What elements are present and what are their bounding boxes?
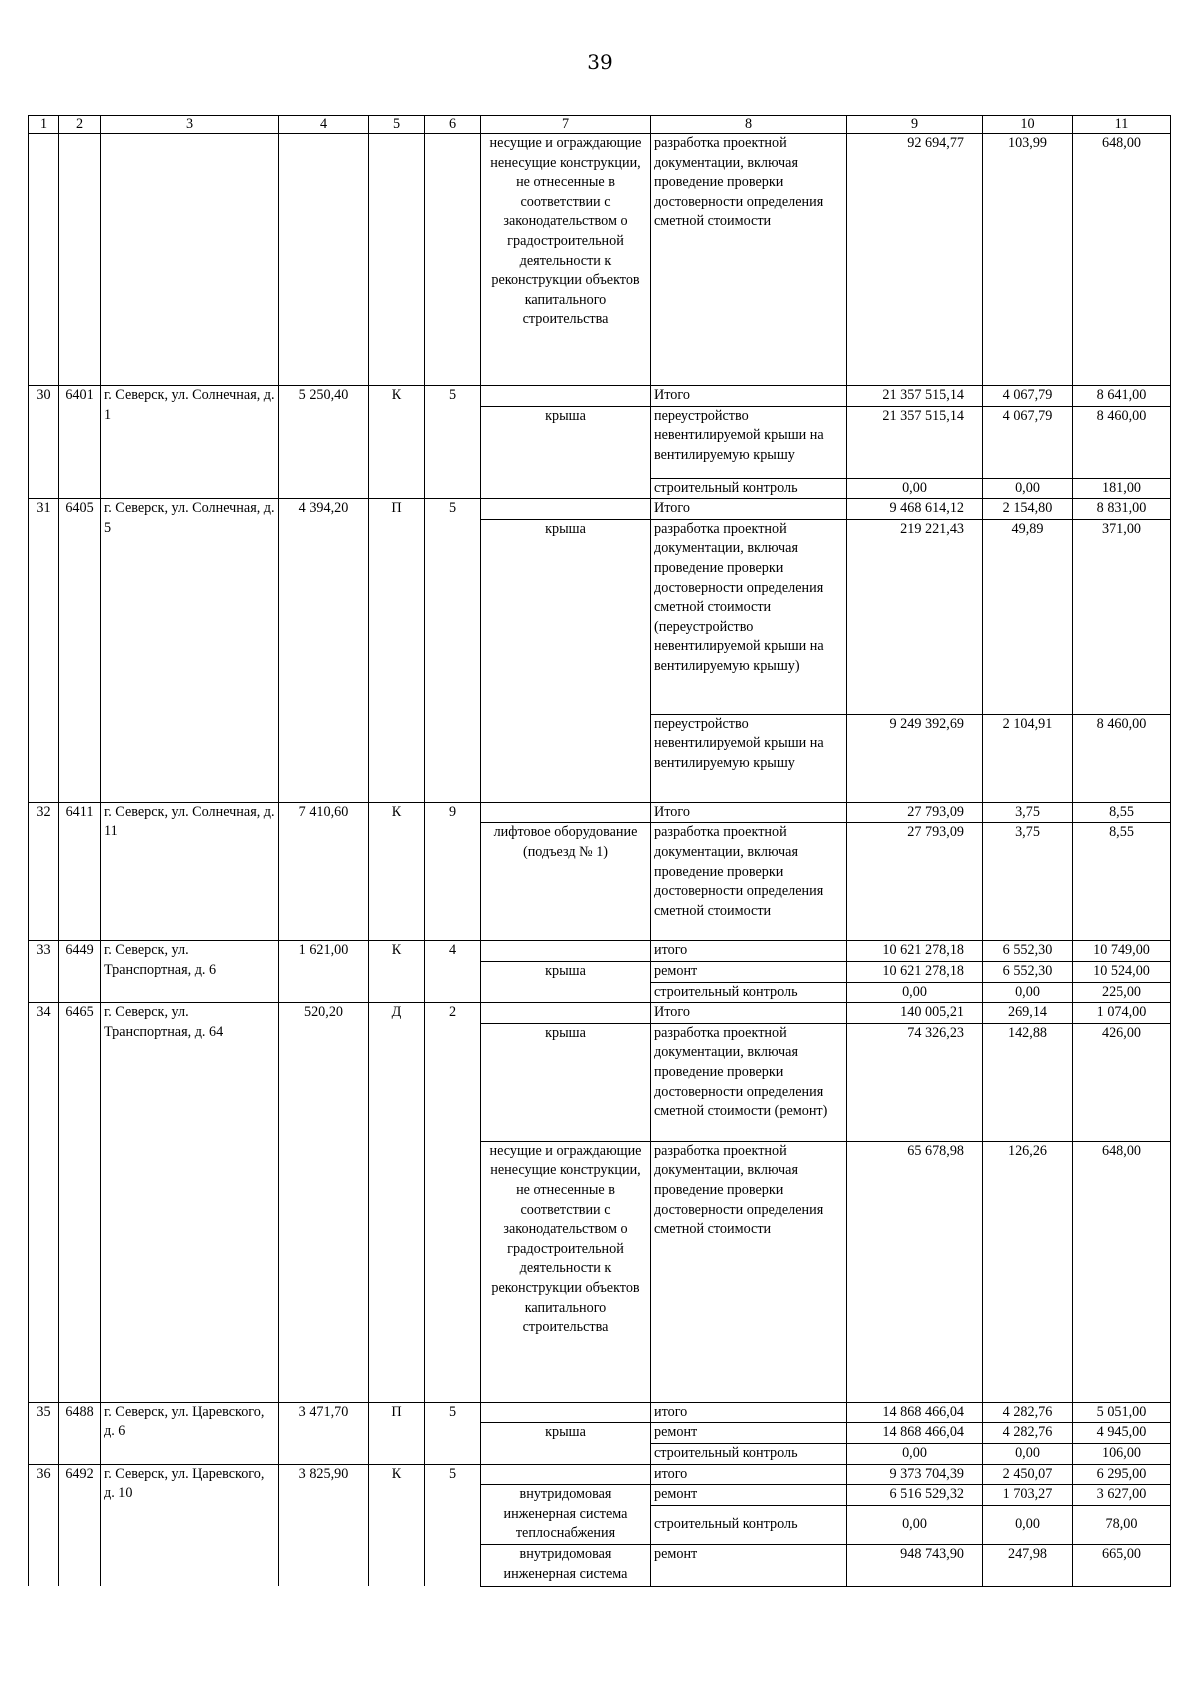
structural-element-cell	[481, 941, 651, 962]
house-code-cell: 6492	[59, 1464, 101, 1586]
category-cell	[369, 134, 425, 386]
limit-cost-cell: 78,00	[1073, 1506, 1171, 1545]
work-type-cell: строительный контроль	[651, 478, 847, 499]
work-type-cell: переустройство невентилируемой крыши на вентилируемую крышу	[651, 406, 847, 478]
work-type-cell: разработка проектной документации, включая проведение проверки достоверности определения сметной стоимости	[651, 1141, 847, 1402]
table-row	[29, 499, 1171, 520]
address-cell: г. Северск, ул. Царевского, д. 10	[101, 1464, 279, 1586]
cost-cell: 10 621 278,18	[847, 941, 983, 962]
unit-cost-cell: 2 104,91	[983, 714, 1073, 802]
unit-cost-cell: 3,75	[983, 802, 1073, 823]
area-cell: 7 410,60	[279, 802, 369, 941]
category-cell: П	[369, 1402, 425, 1464]
limit-cost-cell: 8 460,00	[1073, 714, 1171, 802]
cost-cell: 0,00	[847, 478, 983, 499]
work-type-cell: переустройство невентилируемой крыши на вентилируемую крышу	[651, 714, 847, 802]
unit-cost-cell: 103,99	[983, 134, 1073, 386]
unit-cost-cell: 0,00	[983, 982, 1073, 1003]
unit-cost-cell: 0,00	[983, 1506, 1073, 1545]
cost-cell: 0,00	[847, 1506, 983, 1545]
work-type-cell: Итого	[651, 386, 847, 407]
cost-cell: 0,00	[847, 1443, 983, 1464]
row-number-cell: 31	[29, 499, 59, 803]
work-type-cell: ремонт	[651, 961, 847, 982]
table-row	[29, 941, 1171, 962]
limit-cost-cell: 8 831,00	[1073, 499, 1171, 520]
unit-cost-cell: 4 282,76	[983, 1423, 1073, 1444]
cost-cell: 27 793,09	[847, 823, 983, 941]
category-cell: Д	[369, 1003, 425, 1403]
row-number-cell	[29, 134, 59, 386]
work-type-cell: ремонт	[651, 1544, 847, 1586]
limit-cost-cell: 648,00	[1073, 1141, 1171, 1402]
limit-cost-cell: 8 460,00	[1073, 406, 1171, 478]
row-number-cell: 35	[29, 1402, 59, 1464]
cost-cell: 65 678,98	[847, 1141, 983, 1402]
unit-cost-cell: 142,88	[983, 1023, 1073, 1141]
limit-cost-cell: 10 749,00	[1073, 941, 1171, 962]
structural-element-cell	[481, 802, 651, 823]
area-cell: 3 471,70	[279, 1402, 369, 1464]
limit-cost-cell: 10 524,00	[1073, 961, 1171, 982]
unit-cost-cell: 6 552,30	[983, 941, 1073, 962]
limit-cost-cell: 6 295,00	[1073, 1464, 1171, 1485]
unit-cost-cell: 2 154,80	[983, 499, 1073, 520]
cost-cell: 9 468 614,12	[847, 499, 983, 520]
structural-element-cell: крыша	[481, 406, 651, 499]
limit-cost-cell: 8,55	[1073, 802, 1171, 823]
row-number-cell: 33	[29, 941, 59, 1003]
table-row	[29, 386, 1171, 407]
limit-cost-cell: 665,00	[1073, 1544, 1171, 1586]
house-code-cell: 6449	[59, 941, 101, 1003]
floors-cell: 4	[425, 941, 481, 1003]
column-header: 6	[425, 116, 481, 134]
row-number-cell: 30	[29, 386, 59, 499]
limit-cost-cell: 4 945,00	[1073, 1423, 1171, 1444]
unit-cost-cell: 4 067,79	[983, 386, 1073, 407]
area-cell	[279, 134, 369, 386]
header-row	[29, 116, 1171, 134]
structural-element-cell	[481, 499, 651, 520]
address-cell: г. Северск, ул. Солнечная, д. 11	[101, 802, 279, 941]
cost-cell: 219 221,43	[847, 519, 983, 714]
structural-element-cell: крыша	[481, 961, 651, 1002]
column-header: 3	[101, 116, 279, 134]
work-type-cell: строительный контроль	[651, 982, 847, 1003]
structural-element-cell	[481, 386, 651, 407]
limit-cost-cell: 8 641,00	[1073, 386, 1171, 407]
limit-cost-cell: 5 051,00	[1073, 1402, 1171, 1423]
area-cell: 3 825,90	[279, 1464, 369, 1586]
floors-cell: 5	[425, 1464, 481, 1586]
capital-repair-table	[28, 115, 1171, 1587]
house-code-cell: 6465	[59, 1003, 101, 1403]
category-cell: К	[369, 1464, 425, 1586]
column-header: 2	[59, 116, 101, 134]
limit-cost-cell: 181,00	[1073, 478, 1171, 499]
structural-element-cell: крыша	[481, 519, 651, 802]
unit-cost-cell: 2 450,07	[983, 1464, 1073, 1485]
address-cell: г. Северск, ул. Солнечная, д. 5	[101, 499, 279, 803]
unit-cost-cell: 3,75	[983, 823, 1073, 941]
cost-cell: 9 373 704,39	[847, 1464, 983, 1485]
column-header: 9	[847, 116, 983, 134]
work-type-cell: разработка проектной документации, включая проведение проверки достоверности определения сметной стоимости	[651, 823, 847, 941]
cost-cell: 10 621 278,18	[847, 961, 983, 982]
row-number-cell: 32	[29, 802, 59, 941]
floors-cell: 2	[425, 1003, 481, 1403]
table-row	[29, 802, 1171, 823]
area-cell: 5 250,40	[279, 386, 369, 499]
structural-element-cell: внутридомовая инженерная система теплоснабжения	[481, 1485, 651, 1545]
category-cell: К	[369, 386, 425, 499]
structural-element-cell	[481, 1464, 651, 1485]
floors-cell: 5	[425, 499, 481, 803]
limit-cost-cell: 106,00	[1073, 1443, 1171, 1464]
cost-cell: 6 516 529,32	[847, 1485, 983, 1506]
floors-cell	[425, 134, 481, 386]
structural-element-cell: крыша	[481, 1423, 651, 1464]
work-type-cell: итого	[651, 941, 847, 962]
unit-cost-cell: 126,26	[983, 1141, 1073, 1402]
cost-cell: 21 357 515,14	[847, 386, 983, 407]
floors-cell: 5	[425, 1402, 481, 1464]
work-type-cell: разработка проектной документации, включая проведение проверки достоверности определения сметной стоимости (переустройство невентилируемой крыши на вентилируемую крышу)	[651, 519, 847, 714]
cost-cell: 14 868 466,04	[847, 1402, 983, 1423]
unit-cost-cell: 1 703,27	[983, 1485, 1073, 1506]
structural-element-cell: несущие и ограждающие ненесущие конструкции, не отнесенные в соответствии с законодательством о градостроительной деятельности к реконструкции объектов капитального строительства	[481, 1141, 651, 1402]
work-type-cell: ремонт	[651, 1485, 847, 1506]
limit-cost-cell: 1 074,00	[1073, 1003, 1171, 1024]
cost-cell: 140 005,21	[847, 1003, 983, 1024]
work-type-cell: строительный контроль	[651, 1506, 847, 1545]
structural-element-cell	[481, 1402, 651, 1423]
table-row	[29, 134, 1171, 386]
area-cell: 4 394,20	[279, 499, 369, 803]
page-number: 39	[587, 50, 613, 74]
work-type-cell: разработка проектной документации, включая проведение проверки достоверности определения сметной стоимости	[651, 134, 847, 386]
work-type-cell: ремонт	[651, 1423, 847, 1444]
unit-cost-cell: 4 282,76	[983, 1402, 1073, 1423]
column-header: 8	[651, 116, 847, 134]
address-cell: г. Северск, ул. Транспортная, д. 6	[101, 941, 279, 1003]
column-header: 7	[481, 116, 651, 134]
work-type-cell: Итого	[651, 1003, 847, 1024]
limit-cost-cell: 8,55	[1073, 823, 1171, 941]
limit-cost-cell: 371,00	[1073, 519, 1171, 714]
address-cell: г. Северск, ул. Царевского, д. 6	[101, 1402, 279, 1464]
unit-cost-cell: 6 552,30	[983, 961, 1073, 982]
structural-element-cell: внутридомовая инженерная система	[481, 1544, 651, 1586]
cost-cell: 14 868 466,04	[847, 1423, 983, 1444]
cost-cell: 74 326,23	[847, 1023, 983, 1141]
unit-cost-cell: 269,14	[983, 1003, 1073, 1024]
row-number-cell: 36	[29, 1464, 59, 1586]
house-code-cell: 6405	[59, 499, 101, 803]
floors-cell: 5	[425, 386, 481, 499]
work-type-cell: Итого	[651, 499, 847, 520]
column-header: 1	[29, 116, 59, 134]
limit-cost-cell: 426,00	[1073, 1023, 1171, 1141]
area-cell: 520,20	[279, 1003, 369, 1403]
structural-element-cell: несущие и ограждающие ненесущие конструкции, не отнесенные в соответствии с законодательством о градостроительной деятельности к реконструкции объектов капитального строительства	[481, 134, 651, 386]
work-type-cell: разработка проектной документации, включая проведение проверки достоверности определения сметной стоимости (ремонт)	[651, 1023, 847, 1141]
unit-cost-cell: 49,89	[983, 519, 1073, 714]
structural-element-cell	[481, 1003, 651, 1024]
unit-cost-cell: 4 067,79	[983, 406, 1073, 478]
cost-cell: 948 743,90	[847, 1544, 983, 1586]
table-row	[29, 1003, 1171, 1024]
cost-cell: 92 694,77	[847, 134, 983, 386]
column-header: 10	[983, 116, 1073, 134]
house-code-cell: 6401	[59, 386, 101, 499]
work-type-cell: Итого	[651, 802, 847, 823]
category-cell: К	[369, 802, 425, 941]
column-header: 4	[279, 116, 369, 134]
limit-cost-cell: 3 627,00	[1073, 1485, 1171, 1506]
house-code-cell: 6411	[59, 802, 101, 941]
area-cell: 1 621,00	[279, 941, 369, 1003]
address-cell	[101, 134, 279, 386]
table-row	[29, 1402, 1171, 1423]
structural-element-cell: крыша	[481, 1023, 651, 1141]
work-type-cell: строительный контроль	[651, 1443, 847, 1464]
structural-element-cell: лифтовое оборудование (подъезд № 1)	[481, 823, 651, 941]
limit-cost-cell: 225,00	[1073, 982, 1171, 1003]
unit-cost-cell: 0,00	[983, 478, 1073, 499]
cost-cell: 21 357 515,14	[847, 406, 983, 478]
cost-cell: 9 249 392,69	[847, 714, 983, 802]
row-number-cell: 34	[29, 1003, 59, 1403]
work-type-cell: итого	[651, 1464, 847, 1485]
cost-cell: 0,00	[847, 982, 983, 1003]
unit-cost-cell: 247,98	[983, 1544, 1073, 1586]
unit-cost-cell: 0,00	[983, 1443, 1073, 1464]
category-cell: П	[369, 499, 425, 803]
floors-cell: 9	[425, 802, 481, 941]
column-header: 5	[369, 116, 425, 134]
work-type-cell: итого	[651, 1402, 847, 1423]
category-cell: К	[369, 941, 425, 1003]
house-code-cell	[59, 134, 101, 386]
address-cell: г. Северск, ул. Солнечная, д. 1	[101, 386, 279, 499]
column-header: 11	[1073, 116, 1171, 134]
limit-cost-cell: 648,00	[1073, 134, 1171, 386]
address-cell: г. Северск, ул. Транспортная, д. 64	[101, 1003, 279, 1403]
cost-cell: 27 793,09	[847, 802, 983, 823]
table-row	[29, 1464, 1171, 1485]
house-code-cell: 6488	[59, 1402, 101, 1464]
